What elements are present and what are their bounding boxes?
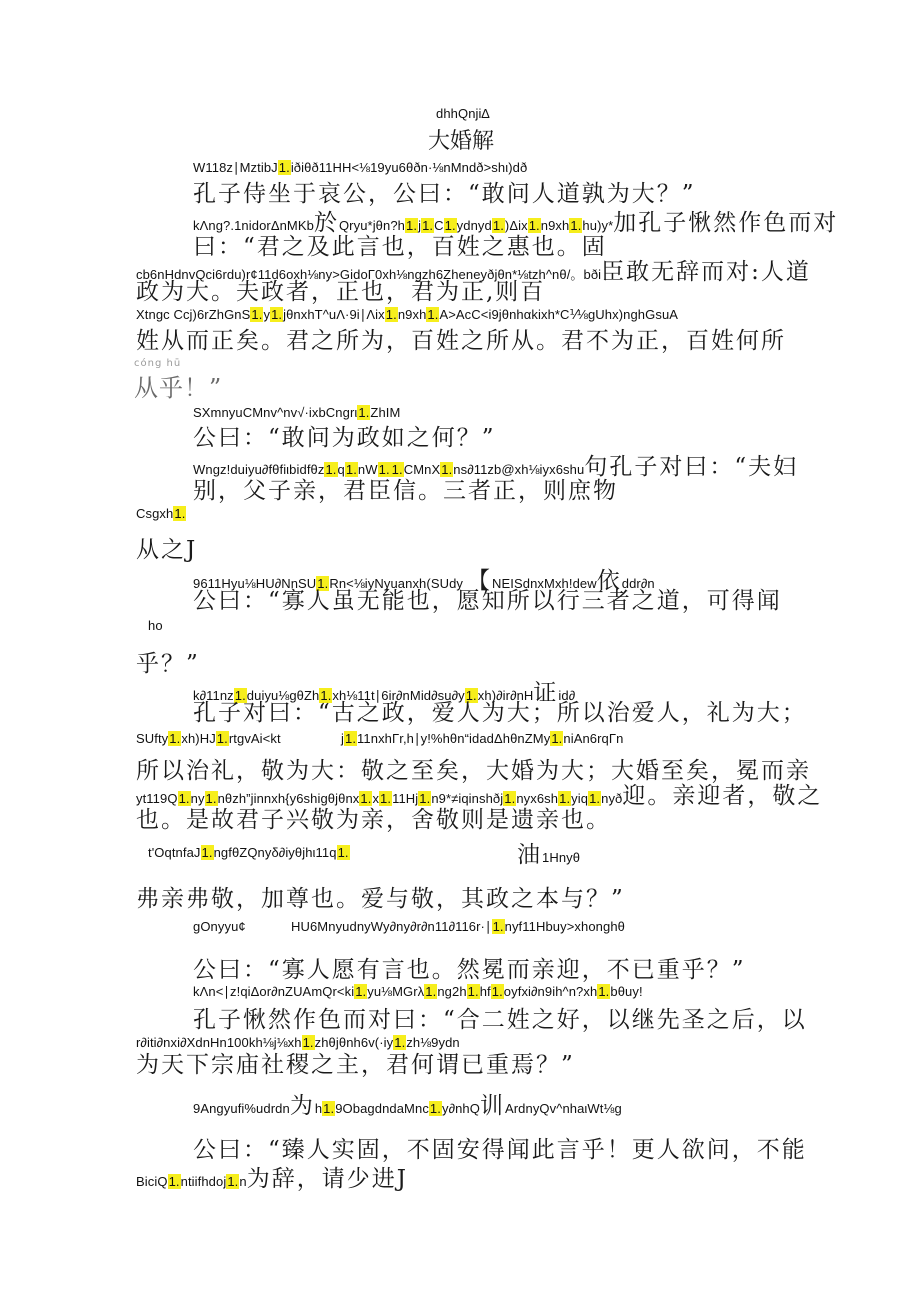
text-segment: 训: [479, 1093, 505, 1119]
pinyin-segment: k∂11nz1.duiyu⅛gθZh1.xh⅛11t∣6ir∂nMid∂su∂y1.xh)∂ir∂nH: [193, 688, 534, 703]
highlight-marker: 1.: [427, 307, 439, 322]
highlight-marker: 1.: [589, 791, 601, 806]
highlight-marker: 1.: [444, 218, 456, 233]
text-line: 姓从而正矣。君之所为，百姓之所从。君不为正，百姓何所: [136, 328, 786, 354]
text-line: 政为大。夫政者，正也，君为正,则百: [136, 279, 546, 305]
highlight-marker: 1.: [551, 731, 563, 746]
text-line: 弗亲弗敬，加尊也。爱与敬，其政之本与？”: [136, 886, 625, 912]
highlight-marker: 1.: [345, 731, 357, 746]
highlight-marker: 1.: [422, 218, 434, 233]
highlight-marker: 1.: [205, 791, 217, 806]
pinyin-line: Csgxh1.: [136, 506, 186, 521]
pinyin-segment: Wngz!duiyu∂fθfiιbidfθz1.q1.nW1. 1.CMnX1.ns∂11zb@xh⅛iyx6shu: [193, 462, 585, 477]
highlight-marker: 1.: [360, 791, 372, 806]
highlight-marker: 1.: [271, 307, 283, 322]
pinyin-line: W118z∣MztibJ1.iðiθð11HH<⅛19yu6θðn·⅛nMndð>shι)dð: [193, 160, 528, 175]
highlight-marker: 1.: [169, 731, 181, 746]
highlight-marker: 1.: [491, 984, 503, 999]
highlight-marker: 1.: [234, 688, 246, 703]
highlight-marker: 1.: [492, 218, 504, 233]
highlight-marker: 1.: [394, 1035, 406, 1050]
highlight-marker: 1.: [302, 1035, 314, 1050]
highlight-marker: 1.: [323, 1101, 335, 1116]
highlight-marker: 1.: [216, 731, 228, 746]
pinyin-segment: 1Hnyθ: [542, 850, 581, 865]
text-line: 也。是故君子兴敬为亲，舍敬则是遗亲也。: [136, 807, 611, 833]
pinyin-segment: id∂: [558, 688, 576, 703]
text-line: 曰：“君之及此言也，百姓之惠也。固: [193, 234, 607, 260]
highlight-marker: 1.: [168, 1174, 180, 1189]
text-segment: 加孔子愀然作色而对: [613, 210, 839, 236]
highlight-marker: 1.: [465, 688, 477, 703]
pinyin-line: j1.11nxhΓr,h∣y!%hθn“idadΔhθnZMy1.niAn6rqΓn: [341, 731, 624, 746]
text-segment: 油: [517, 842, 542, 868]
pinyin-segment: cb6nHdnvQci6rdu)r¢11d6oxh⅛ny>GidoΓ0xh⅛ngzh6Zheneyðjθn*⅛tzh^nθ/。bði: [136, 267, 602, 282]
highlight-marker: 1.: [227, 1174, 239, 1189]
pinyin-line: [136, 1160, 408, 1193]
highlight-marker: 1.: [325, 462, 337, 477]
text-segment: 於: [313, 210, 339, 236]
highlight-marker: 1.: [441, 462, 453, 477]
text-segment: 证: [533, 680, 559, 706]
pinyin-line: Xtngc Ccj)6rZhGnS1.y1.jθnxhT^uΛ·9i∣Λix1.n9xh1.A>AcC<i9jθnhαkixh*C⅟⅛gUhx)nghGsuA: [136, 307, 679, 322]
highlight-marker: 1.: [559, 791, 571, 806]
text-segment: 为辞，请少进J: [246, 1166, 408, 1192]
highlight-marker: 1.: [385, 307, 397, 322]
pinyin-line: [193, 1087, 622, 1120]
text-line: 从之J: [136, 537, 198, 563]
highlight-marker: 1.: [251, 307, 263, 322]
pinyin-segment: Qryu*jθn?h1.j1.C1.ydnyd1.)Δix1.n9xh1.hu)y*: [338, 218, 614, 233]
highlight-marker: 1.: [345, 462, 357, 477]
pinyin-segment: ddr∂n: [621, 576, 655, 591]
highlight-marker: 1.: [358, 405, 370, 420]
highlight-marker: 1.: [504, 791, 516, 806]
highlight-marker: 1.: [320, 688, 332, 703]
pinyin-line: r∂iti∂nxi∂XdnHn100kh⅛j⅛xh1.zhθjθnh6v(·iy1.zh⅛9ydn: [136, 1035, 460, 1050]
highlight-marker: 1.: [391, 462, 403, 477]
pinyin-line: [517, 836, 580, 869]
highlight-marker: 1.: [429, 1101, 441, 1116]
pinyin-segment: 9611Hyu⅛HU∂NnSU1.Rn<⅛iyNyuanxh(SUdy: [193, 576, 464, 591]
highlight-marker: 1.: [317, 576, 329, 591]
highlight-marker: 1.: [406, 218, 418, 233]
pinyin-segment: yt119Q1.ny1.nθzh”jinnxh{y6shigθjθnx1.x1.11Hj1.n9*≠iqinshðj1.nyx6sh1.yiq1.nyð: [136, 791, 623, 806]
pinyin-line: ho: [148, 618, 163, 633]
text-line: 公曰：“寡人虽无能也，愿知所以行三者之道，可得闻: [193, 588, 782, 614]
highlight-marker: 1.: [492, 919, 504, 934]
highlight-marker: 1.: [355, 984, 367, 999]
text-line: 公曰：“臻人实固，不固安得闻此言乎！更人欲问，不能: [193, 1137, 807, 1163]
ruby-annotation: cóng hū: [134, 358, 182, 369]
highlight-marker: 1.: [201, 845, 213, 860]
text-line: 孔子侍坐于哀公，公曰：“敢问人道孰为大？”: [193, 181, 696, 207]
text-line: 公曰：“敢问为政如之何？”: [193, 425, 496, 451]
highlight-marker: 1.: [178, 791, 190, 806]
header-garble: dhhQnji∆: [436, 106, 490, 121]
highlight-marker: 1.: [380, 791, 392, 806]
highlight-marker: 1.: [278, 160, 290, 175]
highlight-marker: 1.: [337, 845, 349, 860]
highlight-marker: 1.: [528, 218, 540, 233]
pinyin-segment: ArdnyQv^nhaιWt⅛g: [504, 1101, 622, 1116]
pinyin-line: t'OqtnfaJ1.ngfθZQnyδ∂iyθjhι11q1.: [148, 845, 349, 860]
text-line: 公曰：“寡人愿有言也。然冕而亲迎，不已重乎？”: [193, 957, 746, 983]
highlight-marker: 1.: [419, 791, 431, 806]
highlight-marker: 1.: [425, 984, 437, 999]
text-segment: 依: [596, 568, 622, 594]
text-segment: 臣敢无辞而对:人道: [601, 259, 811, 285]
text-line: 别，父子亲，君臣信。三者正，则庶物: [193, 478, 618, 504]
text-segment: 迎。亲迎者，敬之: [622, 783, 823, 809]
text-line: 为天下宗庙社稷之主，君何谓已重焉？”: [136, 1052, 575, 1078]
pinyin-segment: NEISdnxMxh!dew: [492, 576, 597, 591]
page-title: 大婚解: [428, 129, 495, 154]
text-line: 从乎！”: [134, 374, 223, 402]
pinyin-segment: BiciQ1.ntiifhdoj1.n: [136, 1174, 247, 1189]
text-line: 乎？”: [136, 651, 200, 677]
pinyin-segment: kΛng?.1nidorΔnMKb: [193, 218, 314, 233]
text-line: 所以治礼，敬为大：敬之至矣，大婚为大；大婚至矣，冕而亲: [136, 758, 811, 784]
bracket-mark: 【: [467, 568, 493, 594]
highlight-marker: 1.: [467, 984, 479, 999]
text-segment: 句孔子对曰：“夫妇: [584, 454, 799, 480]
text-line: 孔子愀然作色而对曰：“合二姓之好，以继先圣之后，以: [193, 1007, 807, 1033]
highlight-marker: 1.: [570, 218, 582, 233]
highlight-marker: 1.: [378, 462, 390, 477]
pinyin-segment: h1.9ObagdndaMnc1.y∂nhQ: [314, 1101, 480, 1116]
pinyin-line: kΛn<∣z!qiΔor∂nZUAmQr<ki1.yu⅛MGrλ1.ng2h1.hf1.oyfxi∂n9ih^n?xh1.bθuy!: [193, 984, 643, 999]
text-line: 孔子对曰：“古之政，爱人为大；所以治爱人，礼为大；: [193, 700, 807, 726]
highlight-marker: 1.: [174, 506, 186, 521]
pinyin-line: gOnyyu¢: [193, 919, 246, 934]
pinyin-line: SXmnyuCMnv^nv√·ixbCngrι1.ZhIM: [193, 405, 401, 420]
pinyin-line: SUfty1.xh)HJ1.rtgvAi<kt: [136, 731, 281, 746]
highlight-marker: 1.: [598, 984, 610, 999]
text-segment: 为: [289, 1093, 315, 1119]
pinyin-line: HU6MnyudnyWy∂ny∂r∂n11∂116r·∣1.nyf11Hbuy>xhonghθ: [291, 919, 625, 934]
pinyin-segment: 9Angyufi%udrdn: [193, 1101, 290, 1116]
